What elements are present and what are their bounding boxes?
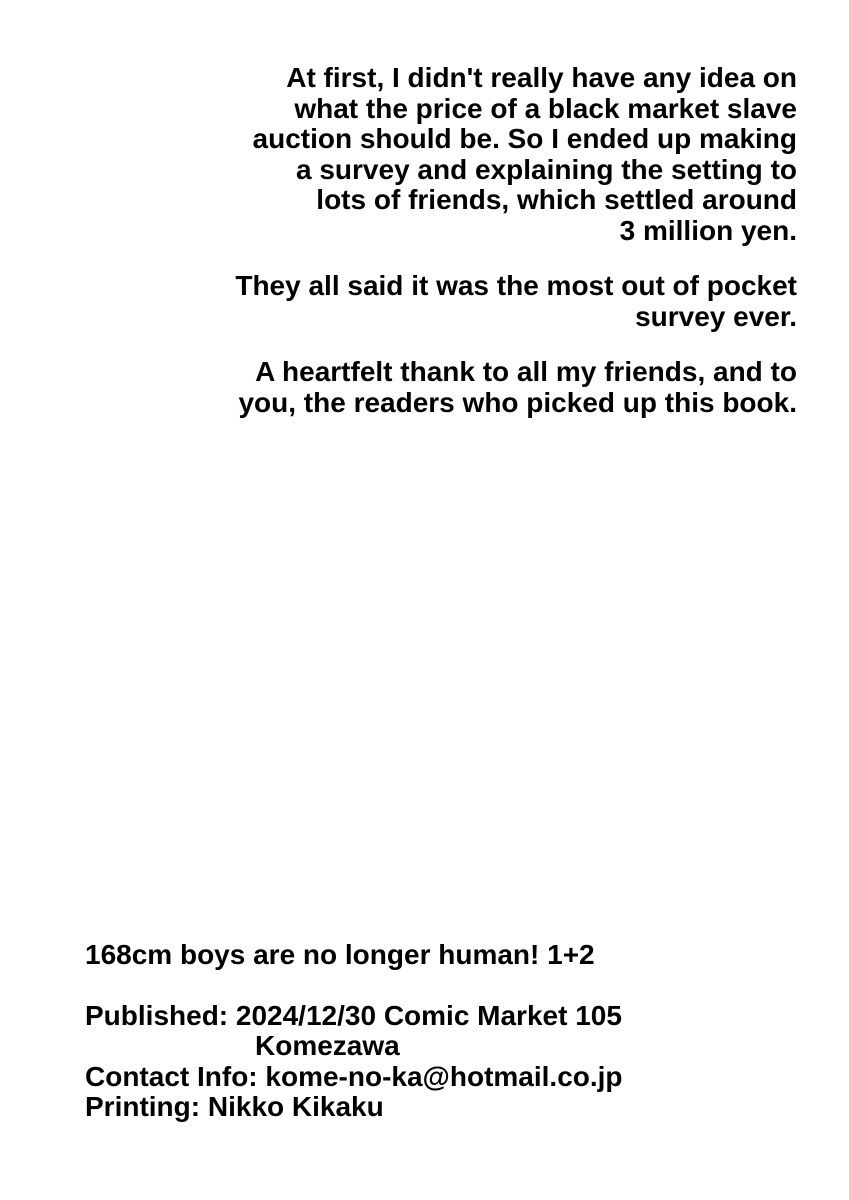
text-line: 3 million yen.: [619, 214, 797, 246]
book-title: 168cm boys are no longer human! 1+2: [85, 939, 595, 970]
afterword: [117, 63, 797, 443]
colophon: [85, 940, 785, 1123]
text-line: a survey and explaining the setting to: [296, 153, 797, 185]
text-line: lots of friends, which settled around: [316, 184, 797, 215]
text-line: survey ever.: [635, 300, 797, 332]
published-info: Published: 2024/12/30 Comic Market 105: [85, 999, 622, 1031]
text-line: auction should be. So I ended up making: [252, 123, 797, 154]
afterword-paragraph-3: [117, 357, 797, 418]
text-line: A heartfelt thank to all my friends, and to: [255, 356, 797, 387]
text-line: you, the readers who picked up this book.: [238, 386, 797, 418]
afterword-paragraph-1: [117, 63, 797, 246]
afterword-paragraph-2: [117, 271, 797, 332]
author-name: Komezawa: [255, 1030, 400, 1061]
text-line: what the price of a black market slave: [294, 92, 797, 124]
printing-info: Printing: Nikko Kikaku: [85, 1091, 384, 1122]
text-line: They all said it was the most out of pocket: [235, 270, 797, 301]
contact-info: Contact Info: kome-no-ka@hotmail.co.jp: [85, 1060, 623, 1092]
text-line: At first, I didn't really have any idea on: [286, 62, 797, 93]
